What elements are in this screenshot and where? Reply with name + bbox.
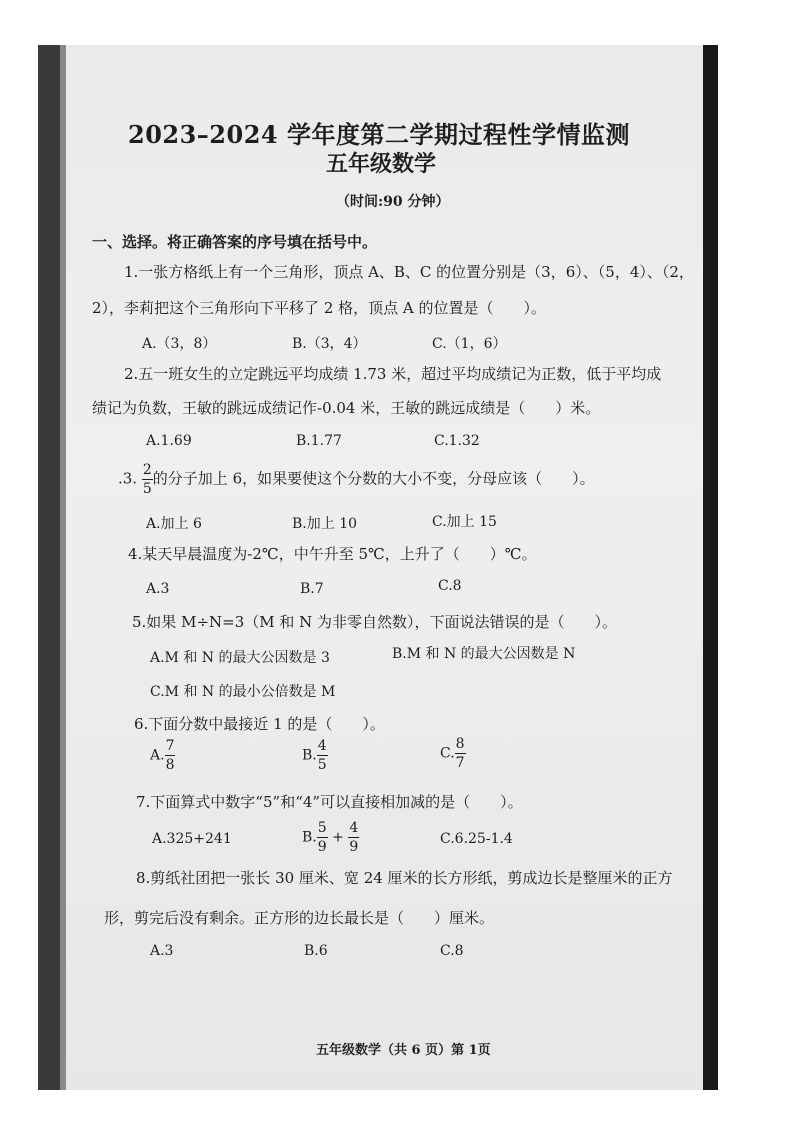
- fraction-denominator: 8: [165, 757, 175, 773]
- option-c: C.8: [440, 943, 464, 959]
- option-b: B.加上 10: [292, 516, 358, 532]
- question-3-text: 的分子加上 6，如果要使这个分数的大小不变，分母应该（ ）。: [152, 469, 595, 488]
- option-label: B.: [302, 829, 317, 846]
- photographed-page: [38, 45, 718, 1090]
- fraction-denominator: 9: [349, 839, 359, 855]
- page-subtitle: 五年级数学: [326, 151, 437, 177]
- option-label: A.: [150, 747, 165, 764]
- option-c: C.1.32: [434, 433, 480, 449]
- fraction-eight-sevenths: [455, 737, 466, 770]
- plus-sign: +: [332, 829, 344, 846]
- page-footer: 五年级数学（共 6 页）第 1页: [316, 1043, 491, 1058]
- option-c: C.M 和 N 的最小公倍数是 M: [150, 684, 336, 700]
- fraction-numerator: 5: [317, 820, 327, 836]
- option-a: A.325+241: [152, 831, 232, 847]
- fraction-denominator: 5: [142, 481, 152, 497]
- fraction-numerator: 7: [165, 738, 175, 754]
- option-b: B.6: [304, 943, 328, 959]
- section-heading: 一、选择。将正确答案的序号填在括号中。: [92, 233, 378, 251]
- fraction-denominator: 5: [317, 757, 327, 773]
- fraction-seven-eighths: [165, 739, 176, 772]
- question-8-line-2: 形，剪完后没有剩余。正方形的边长最长是（ ）厘米。: [104, 909, 495, 927]
- option-label: C.: [440, 745, 455, 762]
- option-c: [440, 737, 466, 770]
- question-8-line-1: 8.剪纸社团把一张长 30 厘米、宽 24 厘米的长方形纸，剪成边长是整厘米的正方: [136, 869, 673, 887]
- question-7: 7.下面算式中数字“5”和“4”可以直接相加减的是（ ）。: [136, 793, 523, 811]
- fraction-numerator: 4: [317, 738, 327, 754]
- option-b: B.（3，4）: [292, 336, 367, 352]
- time-note: （时间:90 分钟）: [336, 194, 450, 210]
- option-c: C.8: [438, 578, 462, 594]
- question-3: [118, 463, 595, 496]
- option-b: B.M 和 N 的最大公因数是 N: [392, 646, 576, 662]
- option-c: C.（1，6）: [432, 336, 507, 352]
- option-a: A.M 和 N 的最大公因数是 3: [150, 650, 330, 666]
- fraction-five-ninths: [317, 821, 328, 854]
- question-1-line-2: 2），李莉把这个三角形向下平移了 2 格，顶点 A 的位置是（ ）。: [92, 299, 546, 317]
- option-b: [302, 821, 359, 854]
- option-a: A.3: [150, 943, 174, 959]
- option-a: [150, 739, 175, 772]
- option-label: B.: [302, 747, 317, 764]
- option-b: B.7: [300, 581, 324, 597]
- exam-paper: [60, 45, 703, 1090]
- fraction-four-fifths: [317, 739, 328, 772]
- question-2-line-2: 绩记为负数，王敏的跳远成绩记作-0.04 米，王敏的跳远成绩是（ ）米。: [92, 399, 601, 417]
- option-a: A.3: [146, 581, 170, 597]
- option-b: B.1.77: [296, 433, 342, 449]
- fraction-numerator: 4: [349, 820, 359, 836]
- fraction-numerator: 8: [455, 736, 465, 752]
- page-title: 2023–2024 学年度第二学期过程性学情监测: [128, 120, 630, 149]
- option-b: [302, 739, 328, 772]
- question-2-line-1: 2.五一班女生的立定跳远平均成绩 1.73 米，超过平均成绩记为正数，低于平均成: [124, 365, 662, 383]
- question-4: 4.某天早晨温度为-2℃，中午升至 5℃，上升了（ ）℃。: [128, 545, 537, 563]
- option-a: A.1.69: [146, 433, 192, 449]
- question-6: 6.下面分数中最接近 1 的是（ ）。: [134, 715, 385, 733]
- option-c: C.6.25-1.4: [440, 831, 513, 847]
- option-a: A.加上 6: [146, 516, 202, 532]
- fraction-denominator: 7: [455, 755, 465, 771]
- option-c: C.加上 15: [432, 514, 497, 530]
- photo-dark-edge: [703, 45, 718, 1090]
- question-5: 5.如果 M÷N=3（M 和 N 为非零自然数），下面说法错误的是（ ）。: [132, 613, 618, 631]
- option-a: A.（3，8）: [142, 336, 217, 352]
- fraction-numerator: 2: [142, 462, 152, 478]
- fraction-denominator: 9: [317, 839, 327, 855]
- fraction-two-fifths: [142, 463, 153, 496]
- question-3-number: .3.: [118, 469, 138, 488]
- question-1-line-1: 1.一张方格纸上有一个三角形，顶点 A、B、C 的位置分别是（3，6）、（5，4）、（2，: [124, 263, 694, 281]
- fraction-four-ninths: [348, 821, 359, 854]
